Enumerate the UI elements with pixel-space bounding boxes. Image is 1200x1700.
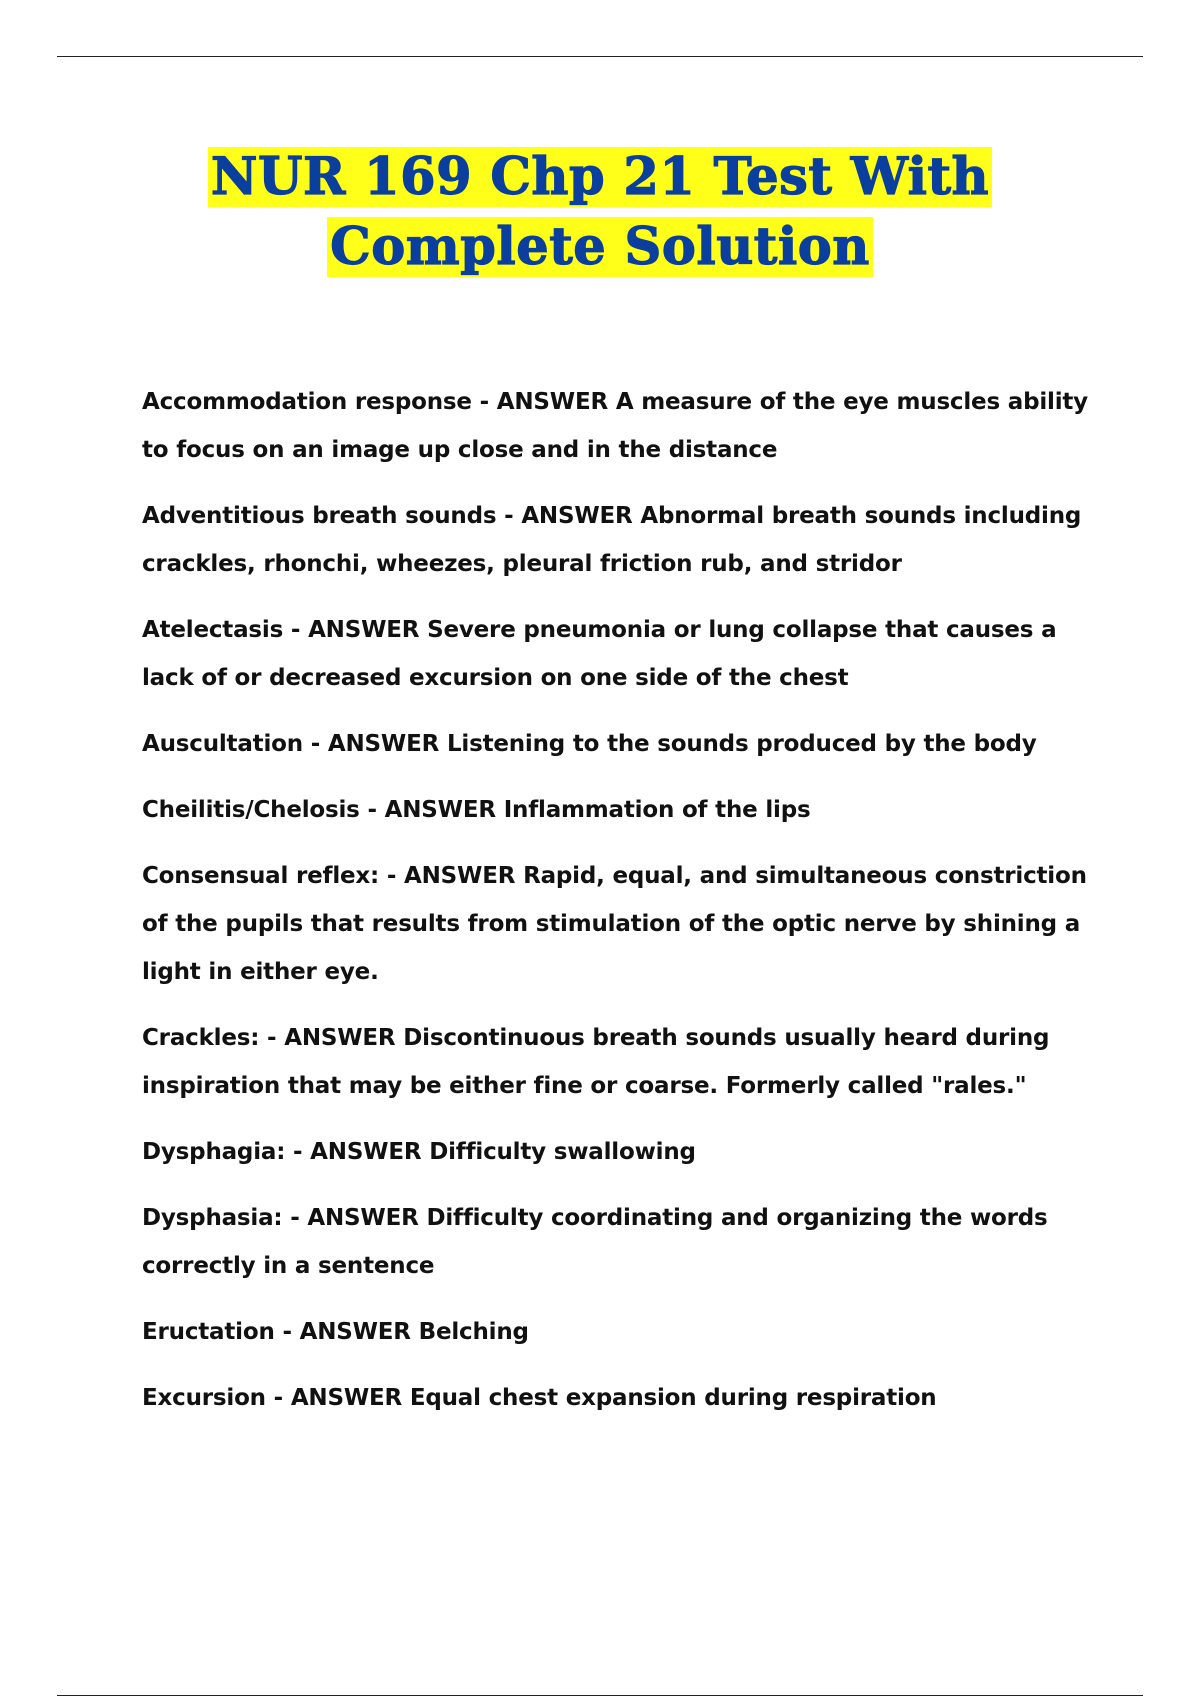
entry-term: Atelectasis [142, 617, 284, 643]
qa-entry: Auscultation - ANSWER Listening to the sounds produced by the body [142, 731, 1037, 757]
qa-entry: Excursion - ANSWER Equal chest expansion during respiration [142, 1385, 937, 1411]
entry-answer: Difficulty coordinating and organizing the words correctly in a sentence [142, 1205, 1048, 1279]
title-line-1: NUR 169 Chp 21 Test With [204, 142, 996, 212]
entry-answer: Severe pneumonia or lung collapse that causes a lack of or decreased excursion on one side of the chest [142, 617, 1057, 691]
qa-entry: Consensual reflex: - ANSWER Rapid, equal, and simultaneous constriction of the pupils that results from stimulation of the optic nerve by shining a light in either eye. [142, 863, 1087, 985]
qa-entry: Atelectasis - ANSWER Severe pneumonia or lung collapse that causes a lack of or decreased excursion on one side of the chest [142, 617, 1057, 691]
entry-answer-marker: ANSWER [404, 863, 516, 889]
qa-entry: Crackles: - ANSWER Discontinuous breath sounds usually heard during inspiration that may be either fine or coarse. Formerly called "rales." [142, 1025, 1050, 1099]
entry-answer-marker: ANSWER [308, 617, 420, 643]
entry-answer-marker: ANSWER [307, 1205, 419, 1231]
entry-answer-marker: ANSWER [384, 797, 496, 823]
entry-answer: Rapid, equal, and simultaneous constriction of the pupils that results from stimulation of the optic nerve by shining a light in either eye. [142, 863, 1087, 985]
entry-term: Dysphasia: [142, 1205, 283, 1231]
entry-term: Cheilitis/Chelosis [142, 797, 360, 823]
entry-term: Consensual reflex: [142, 863, 380, 889]
title-line-2: Complete Solution [323, 212, 877, 282]
entry-answer: Listening to the sounds produced by the body [446, 731, 1037, 757]
entry-term: Excursion [142, 1385, 266, 1411]
qa-entry: Adventitious breath sounds - ANSWER Abnormal breath sounds including crackles, rhonchi, wheezes, pleural friction rub, and stridor [142, 503, 1082, 577]
entry-term: Dysphagia: [142, 1139, 286, 1165]
qa-entry: Dysphasia: - ANSWER Difficulty coordinating and organizing the words correctly in a sentence [142, 1205, 1048, 1279]
entry-term: Crackles: [142, 1025, 260, 1051]
qa-entry: Accommodation response - ANSWER A measure of the eye muscles ability to focus on an image up close and in the distance [142, 389, 1088, 463]
qa-entry: Cheilitis/Chelosis - ANSWER Inflammation of the lips [142, 797, 811, 823]
entry-answer-marker: ANSWER [327, 731, 440, 757]
entry-answer: Inflammation of the lips [503, 797, 811, 823]
entry-answer-marker: ANSWER [299, 1319, 411, 1345]
document-title [0, 142, 1200, 282]
entry-answer: Belching [418, 1319, 529, 1345]
entry-term: Auscultation [142, 731, 303, 757]
qa-entry: Dysphagia: - ANSWER Difficulty swallowing [142, 1139, 696, 1165]
qa-entry: Eructation - ANSWER Belching [142, 1319, 529, 1345]
entry-term: Accommodation response [142, 389, 472, 415]
entry-answer: Abnormal breath sounds including crackles, rhonchi, wheezes, pleural friction rub, and stridor [142, 503, 1082, 577]
entry-answer: Equal chest expansion during respiration [409, 1385, 937, 1411]
entry-answer-marker: ANSWER [521, 503, 633, 529]
entry-answer: A measure of the eye muscles ability to focus on an image up close and in the distance [142, 389, 1088, 463]
entry-answer-marker: ANSWER [310, 1139, 422, 1165]
top-rule [57, 56, 1143, 57]
entry-answer-marker: ANSWER [284, 1025, 396, 1051]
entry-answer: Difficulty swallowing [429, 1139, 696, 1165]
entry-answer-marker: ANSWER [290, 1385, 403, 1411]
entry-answer: Discontinuous breath sounds usually heard during inspiration that may be either fine or coarse. Formerly called "rales." [142, 1025, 1050, 1099]
entry-term: Adventitious breath sounds [142, 503, 497, 529]
entry-term: Eructation [142, 1319, 275, 1345]
entry-answer-marker: ANSWER [496, 389, 608, 415]
bottom-rule [57, 1695, 1143, 1696]
qa-list [142, 378, 1092, 1440]
